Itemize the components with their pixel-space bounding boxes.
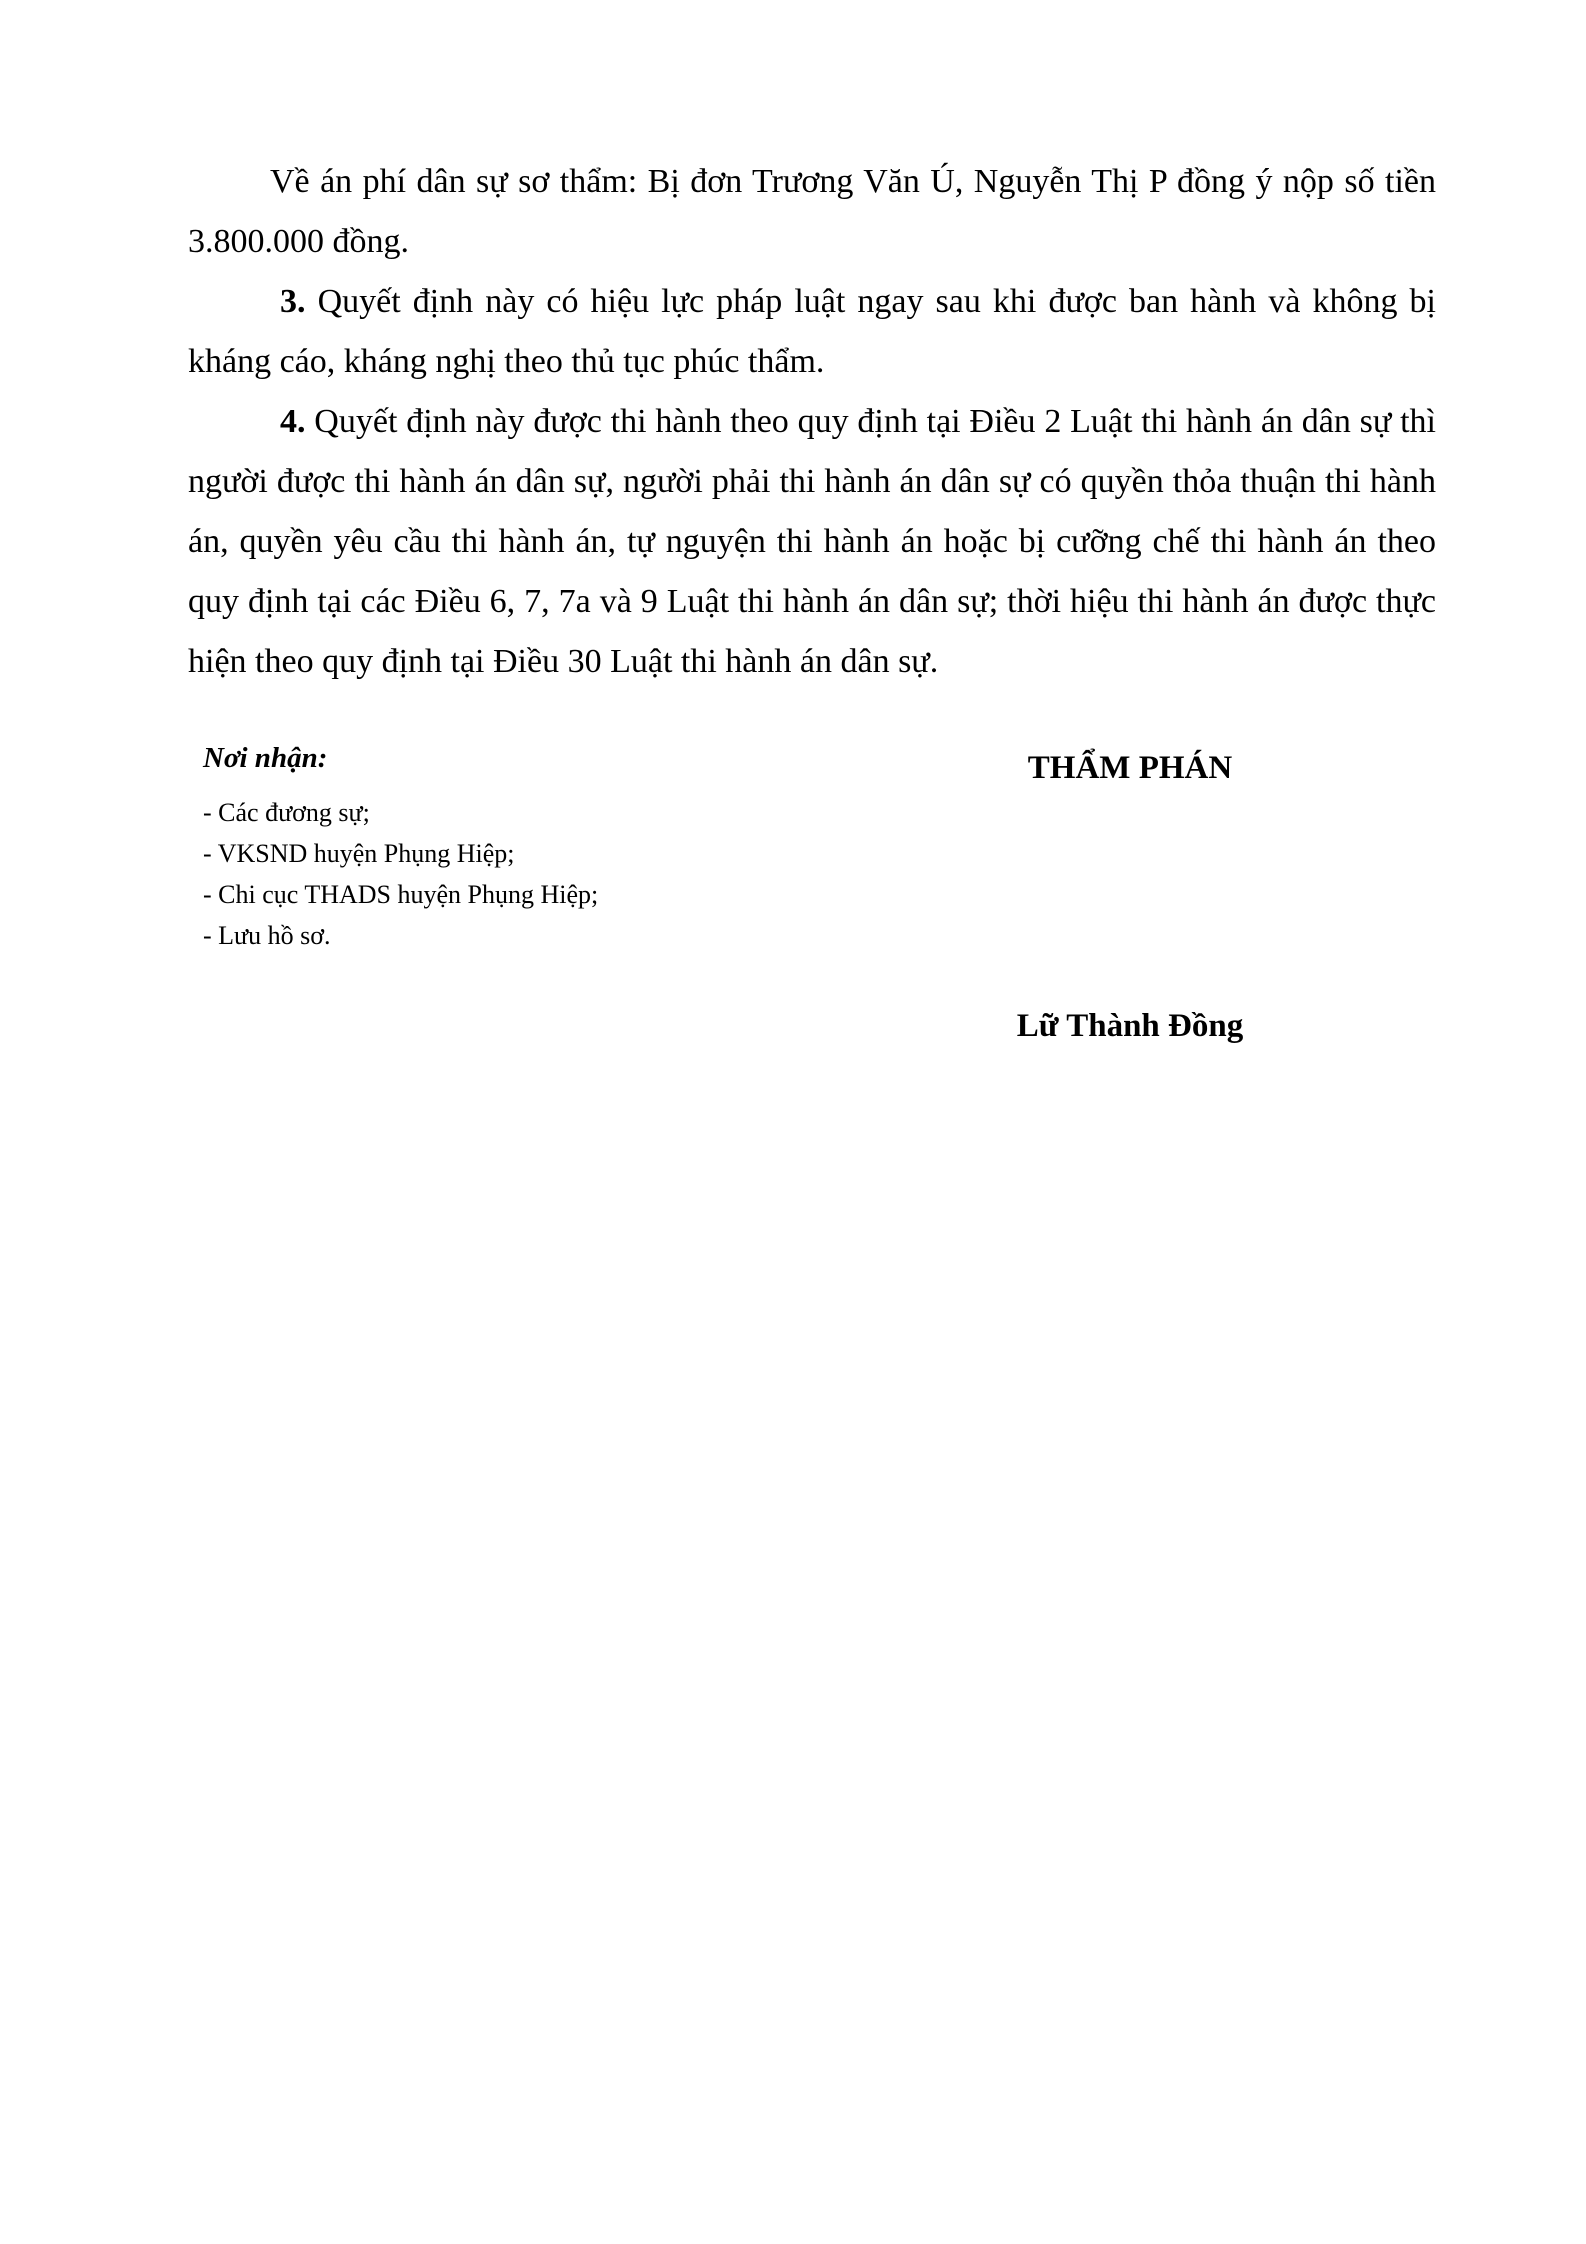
signature-block (930, 746, 1330, 1044)
paragraph-4-enforcement (188, 392, 1436, 692)
paragraph-text: Về án phí dân sự sơ thẩm: Bị đơn Trương Văn Ú, Nguyễn Thị P đồng ý nộp số tiền 3.800.000 đồng. (188, 163, 1436, 260)
recipient-item: - Các đương sự; (203, 798, 370, 827)
paragraph-number: 4. (280, 403, 306, 440)
recipient-item: - Chi cục THADS huyện Phụng Hiệp; (203, 880, 599, 909)
paragraph-court-fee (188, 152, 1436, 272)
recipient-item: - VKSND huyện Phụng Hiệp; (203, 839, 515, 868)
recipients-title: Nơi nhận: (203, 742, 328, 774)
paragraph-text: Quyết định này được thi hành theo quy định tại Điều 2 Luật thi hành án dân sự thì người được thi hành án dân sự, người phải thi hành án dân sự có quyền thỏa thuận thi hành án, quyền yêu cầu thi hành án, tự nguyện thi hành án hoặc bị cưỡng chế thi hành án theo quy định tại các Điều 6, 7, 7a và 9 Luật thi hành án dân sự; thời hiệu thi hành án được thực hiện theo quy định tại Điều 30 Luật thi hành án dân sự. (188, 403, 1436, 680)
paragraph-text: Quyết định này có hiệu lực pháp luật ngay sau khi được ban hành và không bị kháng cáo, kháng nghị theo thủ tục phúc thẩm. (188, 283, 1436, 380)
decision-body (188, 152, 1436, 692)
recipients-list (203, 792, 803, 956)
recipient-item: - Lưu hồ sơ. (203, 921, 331, 950)
signer-name: Lữ Thành Đồng (1016, 1008, 1244, 1044)
signer-title: THẨM PHÁN (1027, 750, 1233, 786)
paragraph-number: 3. (280, 283, 306, 320)
recipients-block (203, 738, 803, 956)
paragraph-3-effect (188, 272, 1436, 392)
